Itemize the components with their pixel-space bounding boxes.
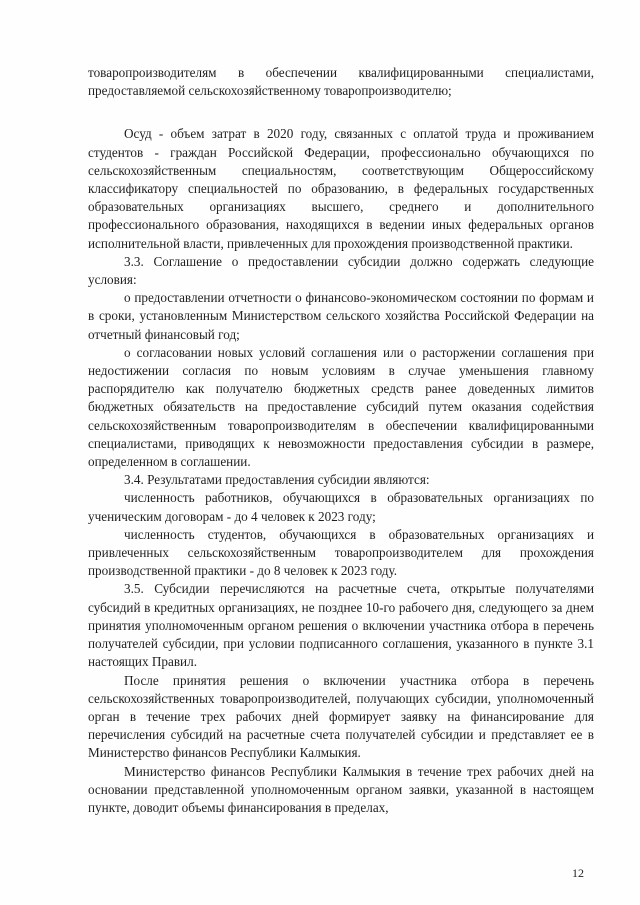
paragraph-continuation: товаропроизводителям в обеспечении квалифицированными специалистами, предоставляемой сельскохозяйственному товаропроизводителю;	[88, 65, 594, 99]
paragraph-after-decision: После принятия решения о включении участника отбора в перечень сельскохозяйственных товаропроизводителей, получающих субсидии, уполномоченный орган в течение трех рабочих дней формирует заявку на финансирование для перечисления субсидий на расчетные счета получателей субсидии и представляет ее в Министерство финансов Республики Калмыкия.	[88, 672, 594, 761]
document-body	[88, 64, 594, 817]
paragraph-osud-definition: Осуд - объем затрат в 2020 году, связанных с оплатой труда и проживанием студентов - граждан Российской Федерации, профессионально обучающихся по сельскохозяйственным специальностям, соответствующим Общероссийскому классификатору специальностей по образованию, в федеральных государственных образовательных организациях высшего, среднего и дополнительного профессионального образования, находящихся в ведении иных федеральных органов исполнительной власти, привлеченных для прохождения производственной практики.	[88, 126, 594, 251]
paragraph-3-3: 3.3. Соглашение о предоставлении субсидии должно содержать следующие условия:	[88, 253, 594, 288]
paragraph-result-students: численность студентов, обучающихся в образовательных организациях и привлеченных сельскохозяйственным товаропроизводителем для прохождения производственной практики - до 8 человек к 2023 году.	[88, 526, 594, 579]
paragraph-3-5: 3.5. Субсидии перечисляются на расчетные счета, открытые получателями субсидий в кредитных организациях, не позднее 10-го рабочего дня, следующего за днем принятия уполномоченным органом решения о включении участника отбора в перечень получателей субсидии, при условии подписанного соглашения, указанного в пункте 3.1 настоящих Правил.	[88, 581, 594, 670]
paragraph-reporting-condition: о предоставлении отчетности о финансово-экономическом состоянии по формам и в сроки, установленным Министерством сельского хозяйства Российской Федерации на отчетный финансовый год;	[88, 290, 594, 342]
paragraph-ministry-finance: Министерство финансов Республики Калмыкия в течение трех рабочих дней на основании представленной уполномоченным органом заявки, указанной в настоящем пункте, доводит объемы финансирования в пределах,	[88, 763, 594, 815]
paragraph-3-4: 3.4. Результатами предоставления субсидии являются:	[124, 472, 430, 488]
page-number: 12	[572, 866, 584, 880]
paragraph-agreement-condition: о согласовании новых условий соглашения или о расторжении соглашения при недостижении согласия по новым условиям в случае уменьшения главному распорядителю как получателю бюджетных средств ранее доведенных лимитов бюджетных обязательств на предоставление субсидий путем оказания содействия сельскохозяйственным товаропроизводителям в обеспечении квалифицированными специалистами, приводящих к невозможности предоставления субсидии в размере, определенном в соглашении.	[88, 344, 594, 470]
paragraph-result-workers: численность работников, обучающихся в образовательных организациях по ученическим договорам - до 4 человек к 2023 году;	[88, 490, 594, 524]
